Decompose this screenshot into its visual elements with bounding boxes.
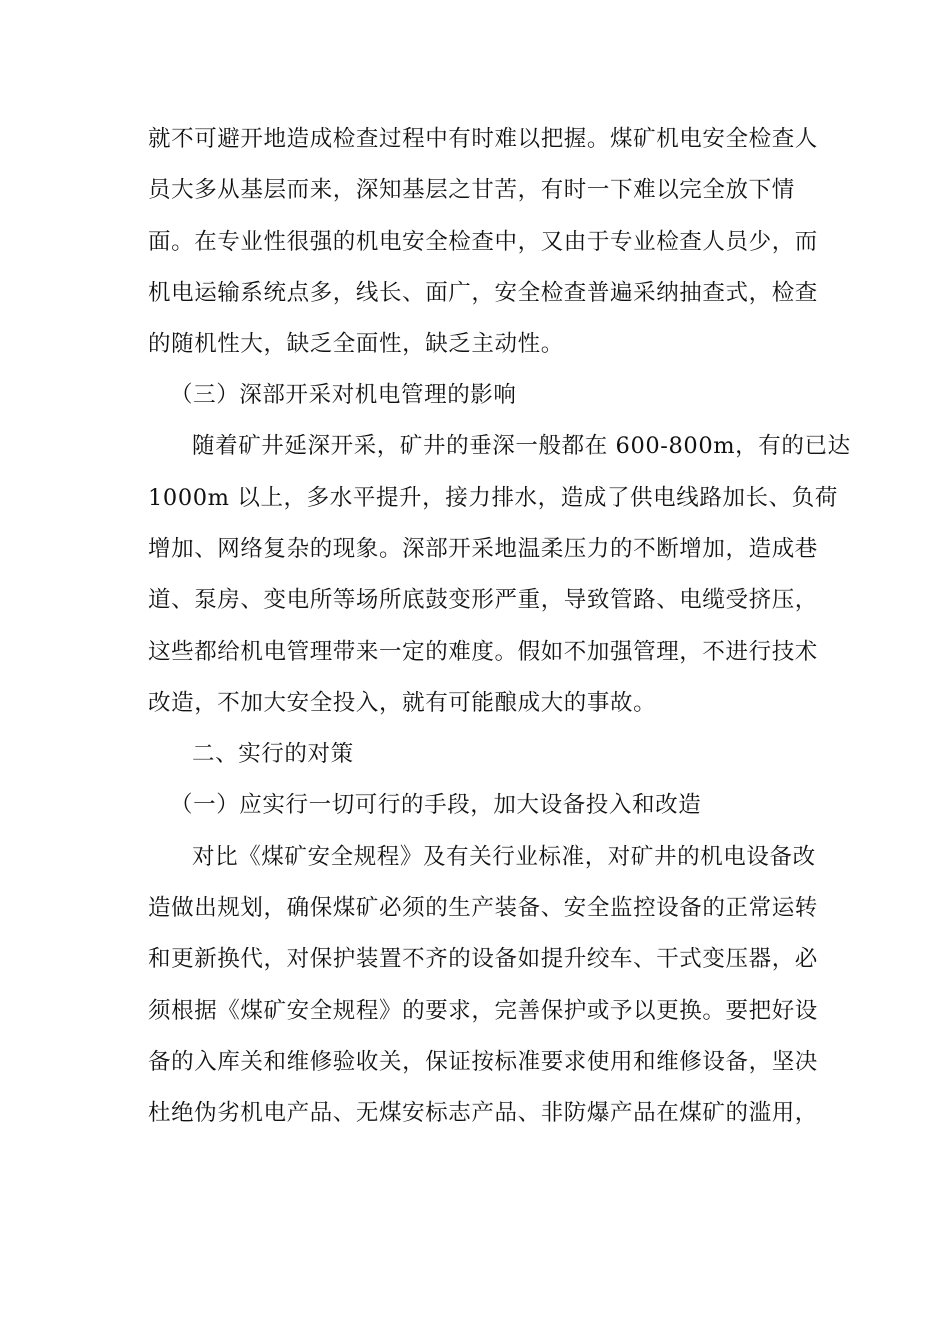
section-heading: 二、实行的对策 bbox=[192, 741, 354, 767]
body-text-line: 这些都给机电管理带来一定的难度。假如不加强管理，不进行技术 bbox=[148, 639, 818, 665]
body-text-line: 备的入库关和维修验收关，保证按标准要求使用和维修设备，坚决 bbox=[148, 1049, 818, 1075]
body-text-line: 和更新换代，对保护装置不齐的设备如提升绞车、干式变压器，必 bbox=[148, 946, 818, 972]
body-text-line: 对比《煤矿安全规程》及有关行业标准，对矿井的机电设备改 bbox=[192, 844, 816, 870]
body-text-line: 杜绝伪劣机电产品、无煤安标志产品、非防爆产品在煤矿的滥用， bbox=[148, 1100, 818, 1126]
body-text-line: 1000m 以上，多水平提升，接力排水，造成了供电线路加长、负荷 bbox=[148, 485, 838, 511]
subsection-heading: （三）深部开采对机电管理的影响 bbox=[170, 382, 517, 408]
subsection-heading: （一）应实行一切可行的手段，加大设备投入和改造 bbox=[170, 792, 702, 818]
body-text-line: 的随机性大，缺乏全面性，缺乏主动性。 bbox=[148, 331, 564, 357]
body-text-line: 增加、网络复杂的现象。深部开采地温柔压力的不断增加，造成巷 bbox=[148, 536, 818, 562]
body-text-line: 道、泵房、变电所等场所底鼓变形严重，导致管路、电缆受挤压， bbox=[148, 587, 818, 613]
body-text-line: 面。在专业性很强的机电安全检查中，又由于专业检查人员少，而 bbox=[148, 229, 818, 255]
body-text-line: 员大多从基层而来，深知基层之甘苦，有时一下难以完全放下情 bbox=[148, 177, 795, 203]
body-text-line: 就不可避开地造成检查过程中有时难以把握。煤矿机电安全检查人 bbox=[148, 126, 818, 152]
body-text-line: 随着矿井延深开采，矿井的垂深一般都在 600-800m，有的已达 bbox=[192, 433, 851, 459]
body-text-line: 造做出规划，确保煤矿必须的生产装备、安全监控设备的正常运转 bbox=[148, 895, 818, 921]
body-text-line: 改造，不加大安全投入，就有可能酿成大的事故。 bbox=[148, 690, 657, 716]
body-text-line: 须根据《煤矿安全规程》的要求，完善保护或予以更换。要把好设 bbox=[148, 998, 818, 1024]
body-text-line: 机电运输系统点多，线长、面广，安全检查普遍采纳抽查式，检查 bbox=[148, 280, 818, 306]
